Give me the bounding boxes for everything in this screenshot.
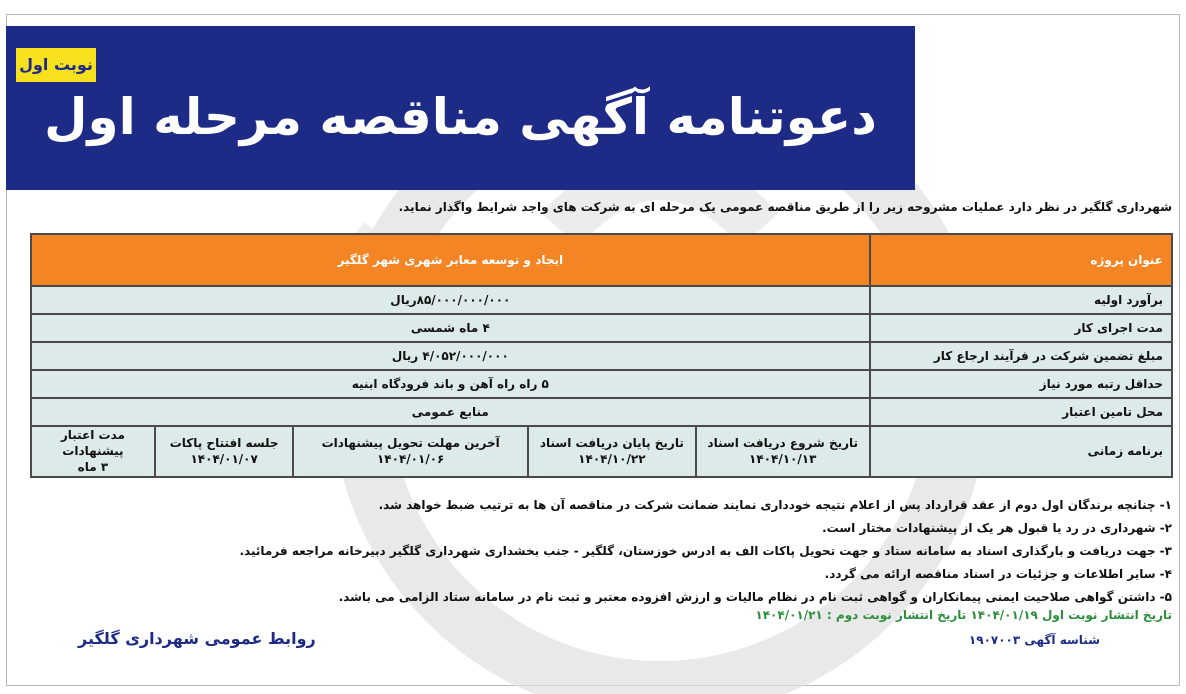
table-header-row: [31, 234, 1172, 286]
deadline-text: آخرین مهلت تحویل پیشنهادات ۱۴۰۴/۰۱/۰۶: [321, 436, 500, 467]
ad-id: شناسه آگهی ۱۹۰۷۰۰۳: [968, 633, 1100, 647]
start-date-value: ۱۴۰۴/۱۰/۱۳: [749, 452, 817, 467]
list-item: ۲- شهرداری در رد یا قبول هر یک از پیشنهادات مختار است.: [822, 521, 1172, 535]
table-row: [31, 398, 1172, 426]
start-date-cell: [696, 426, 870, 477]
row-label: برآورد اولیه: [870, 286, 1172, 314]
validity-cell: [31, 426, 155, 477]
end-date-value: ۱۴۰۴/۱۰/۲۲: [578, 452, 646, 467]
project-title-label: عنوان پروژه: [870, 234, 1172, 286]
start-date-title: تاریخ شروع دریافت اسناد: [707, 436, 859, 451]
opening-date: ۱۴۰۴/۰۱/۰۷: [190, 452, 258, 467]
opening-title: جلسه افتتاح پاکات: [169, 436, 279, 451]
deadline-cell: [293, 426, 527, 477]
table-row: [31, 370, 1172, 398]
row-value: ۴/۰۵۲/۰۰۰/۰۰۰ ریال: [31, 342, 870, 370]
validity-value: ۳ ماه: [77, 460, 109, 475]
row-value: منابع عمومی: [31, 398, 870, 426]
table-row: [31, 286, 1172, 314]
intro-text: شهرداری گلگیر در نظر دارد عملیات مشروحه زیر را از طریق مناقصه عمومی یک مرحله ای به شرکت های واجد شرایط واگذار نماید.: [398, 200, 1172, 214]
row-label: محل تامین اعتبار: [870, 398, 1172, 426]
tender-table: [30, 233, 1173, 478]
publication-dates: تاریخ انتشار نوبت اول ۱۴۰۴/۰۱/۱۹ تاریخ انتشار نوبت دوم : ۱۴۰۴/۰۱/۲۱: [755, 608, 1172, 622]
validity-title: مدت اعتبار پیشنهادات: [60, 428, 125, 459]
row-value: ۸۵/۰۰۰/۰۰۰/۰۰۰ریال: [31, 286, 870, 314]
project-title-value: ایجاد و توسعه معابر شهری شهر گلگیر: [31, 234, 870, 286]
list-item: ۵- داشتن گواهی صلاحیت ایمنی پیمانکاران و گواهی ثبت نام در نظام مالیات و ارزش افزوده معتبر و ثبت نام در سامانه ستاد الزامی می باشد.: [338, 590, 1172, 604]
row-label: مدت اجرای کار: [870, 314, 1172, 342]
row-value: ۵ راه راه آهن و باند فرودگاه ابنیه: [31, 370, 870, 398]
schedule-row: [31, 426, 1172, 477]
list-item: ۱- چنانچه برندگان اول دوم از عقد قرارداد پس از اعلام نتیجه خودداری نمایند ضمانت شرکت در مناقصه آن ها به ترتیب ضبط خواهد شد.: [378, 498, 1172, 512]
end-date-title: تاریخ پایان دریافت اسناد: [539, 436, 684, 451]
row-label: مبلغ تضمین شرکت در فرآیند ارجاع کار: [870, 342, 1172, 370]
round-badge: نوبت اول: [16, 48, 96, 82]
end-date-cell: [528, 426, 696, 477]
signature: روابط عمومی شهرداری گلگیر: [78, 629, 316, 648]
page-title: دعوتنامه آگهی مناقصه مرحله اول: [44, 88, 877, 146]
opening-cell: [155, 426, 294, 477]
list-item: ۴- سایر اطلاعات و جزئیات در اسناد مناقصه ارائه می گردد.: [824, 567, 1172, 581]
row-label: حداقل رتبه مورد نیاز: [870, 370, 1172, 398]
list-item: ۳- جهت دریافت و بارگذاری اسناد به سامانه ستاد و جهت تحویل پاکات الف به ادرس خوزستان، گلگیر - جنب بخشداری شهرداری گلگیر دبیرخانه مراجعه فرمائید.: [239, 544, 1172, 558]
schedule-label: برنامه زمانی: [870, 426, 1172, 477]
title-banner: [6, 26, 915, 190]
table-row: [31, 314, 1172, 342]
conditions-list: [22, 494, 1172, 609]
row-value: ۴ ماه شمسی: [31, 314, 870, 342]
table-row: [31, 342, 1172, 370]
